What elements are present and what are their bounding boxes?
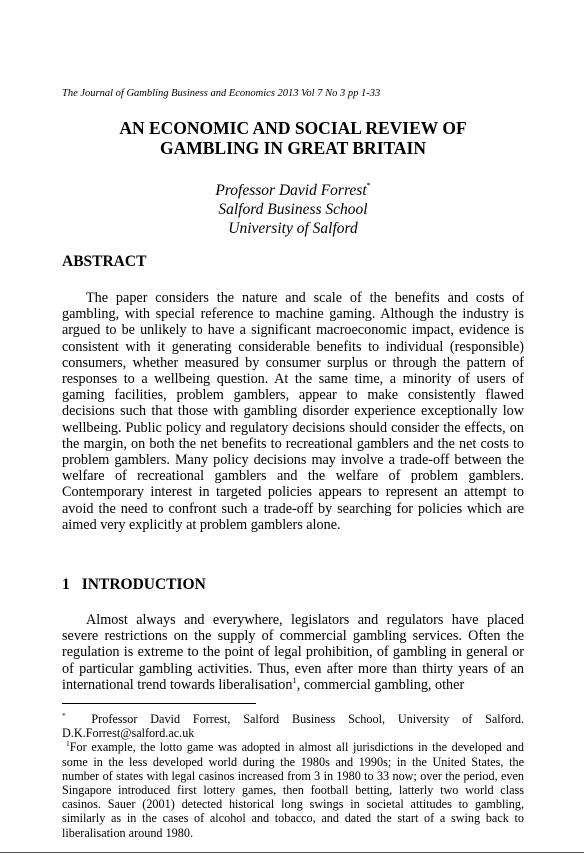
author-footnote-marker[interactable]: * (366, 181, 371, 190)
footnote-1-text: For example, the lotto game was adopted in almost all jurisdictions in the developed and some in the less developed world during the 1980s and 1990s; in the United States, the number of states with legal casinos increased from 3 in 1980 to 33 now; over the period, even Singapore introduced first lottery games, then football betting, latterly two world class casinos. Sauer (2001) detected historical long swings in societal attitudes to gambling, similarly as in the cases of alcohol and tobacco, and dated the start of a swing back to liberalisation around 1980. (62, 740, 524, 840)
abstract-body: The paper considers the nature and scale of the benefits and costs of gambling, with special reference to machine gaming. Although the industry is argued to be unlikely to have a significant macroeconomic impact, evidence is consistent with it generating considerable benefits to individual (responsible) consumers, whether measured by consumer surplus or through the pattern of responses to a wellbeing question. At the same time, a minority of users of gaming facilities, problem gamblers, appear to make consistently flawed decisions such that those with gambling disorder experience exceptionally low wellbeing. Public policy and regulatory decisions should consider the effects, on the margin, on both the net benefits to recreational gamblers and the net costs to problem gamblers. Many policy decisions may involve a trade-off between the welfare of recreational gamblers and the welfare of problem gamblers. Contemporary interest in targeted policies appears to represent an attempt to avoid the need to confront such a trade-off by searching for policies which are aimed very explicitly at problem gamblers alone. (62, 290, 524, 533)
introduction-paragraph (62, 612, 524, 693)
footnote-1-marker: 1 (66, 739, 70, 749)
footnote-author-marker: * (62, 711, 66, 720)
footnote-author-text: Professor David Forrest, Salford Business School, University of Salford. D.K.Forrest@salford.ac.uk (62, 712, 524, 741)
page-bottom-edge (0, 852, 584, 853)
paper-title (62, 118, 524, 158)
journal-header: The Journal of Gambling Business and Economics 2013 Vol 7 No 3 pp 1-33 (62, 88, 381, 99)
title-line-1: AN ECONOMIC AND SOCIAL REVIEW OF (119, 118, 467, 138)
footnote-1 (62, 740, 524, 839)
intro-text-part-2: , commercial gambling, other (296, 676, 465, 693)
title-line-2: GAMBLING IN GREAT BRITAIN (160, 138, 426, 158)
author-block (62, 181, 524, 238)
footnote-reference-1[interactable]: 1 (292, 674, 297, 685)
abstract-heading: ABSTRACT (62, 253, 147, 270)
section-title: INTRODUCTION (81, 576, 206, 593)
author-affiliation-university: University of Salford (228, 220, 358, 237)
author-affiliation-school: Salford Business School (218, 201, 368, 218)
intro-text-part-1: Almost always and everywhere, legislators and regulators have placed severe restrictions on the supply of commercial gambling services. Often the regulation is extreme to the point of legal prohibition, of gambling in general or of particular gambling activities. Thus, even after more than thirty years of an international trend towards liberalisation (62, 612, 524, 693)
footnote-author (62, 712, 524, 740)
footnote-separator (62, 703, 256, 704)
footnotes (62, 712, 524, 840)
section-number: 1 (62, 576, 70, 593)
author-name-line (62, 181, 524, 200)
section-heading-introduction (62, 576, 206, 594)
author-name: Professor David Forrest (215, 182, 367, 199)
